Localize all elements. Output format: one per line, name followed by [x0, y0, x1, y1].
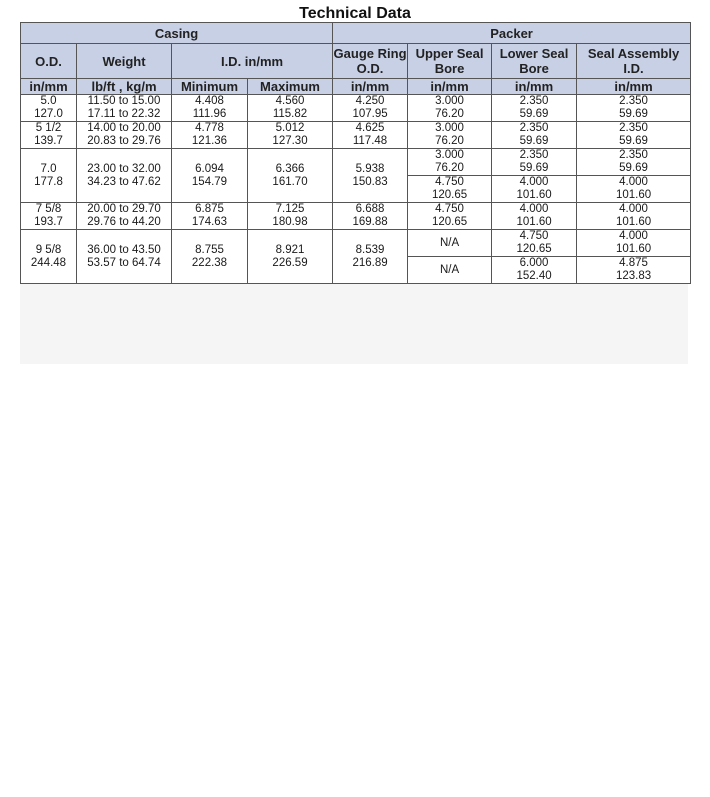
- cell-line: 7 5/8: [35, 203, 62, 215]
- upper-seal-bore-cell: [408, 203, 492, 230]
- cell-line: 169.88: [352, 216, 388, 228]
- cell-line: 180.98: [272, 216, 308, 228]
- gauge-ring-od-cell: [333, 230, 408, 284]
- cell-line: 127.30: [272, 135, 308, 147]
- lower-seal-bore-cell: [492, 176, 577, 203]
- header-line: Seal Assembly: [587, 46, 680, 61]
- cell-line: 34.23 to 47.62: [87, 175, 161, 188]
- cell-line: 4.560: [275, 95, 305, 107]
- id-minimum-header: Minimum: [172, 79, 248, 95]
- seal-assembly-id-cell: [577, 122, 691, 149]
- id-min-cell: [172, 230, 248, 284]
- upper-seal-bore-cell: [408, 230, 492, 257]
- od-cell: [21, 149, 77, 203]
- cell-line: 226.59: [272, 256, 308, 269]
- od-cell: [21, 122, 77, 149]
- cell-line: 20.83 to 29.76: [87, 135, 161, 147]
- cell-line: 193.7: [34, 216, 63, 228]
- cell-line: 174.63: [191, 216, 228, 228]
- od-cell: [21, 230, 77, 284]
- od-cell: [21, 203, 77, 230]
- header-line: Seal Bore: [434, 46, 484, 76]
- gauge-ring-od-cell: [333, 203, 408, 230]
- cell-line: 4.000: [519, 203, 549, 215]
- cell-line: 4.750: [435, 203, 464, 215]
- id-max-cell: [248, 122, 333, 149]
- cell-line: 4.000: [619, 230, 648, 242]
- seal-assembly-id-cell: [577, 149, 691, 176]
- cell-line: 4.875: [619, 257, 648, 269]
- cell-line: 216.89: [352, 256, 388, 269]
- gauge-ring-od-cell: [333, 122, 408, 149]
- cell-line: 101.60: [615, 243, 652, 255]
- cell-line: 59.69: [519, 162, 549, 174]
- id-max-cell: [248, 149, 333, 203]
- cell-line: 4.000: [619, 203, 648, 215]
- weight-cell: [77, 149, 172, 203]
- seal-assembly-id-cell: [577, 230, 691, 257]
- cell-line: 120.65: [516, 243, 552, 255]
- cell-line: 11.50 to 15.00: [87, 95, 161, 107]
- cell-line: 3.000: [435, 149, 464, 161]
- seal-assembly-id-cell: [577, 257, 691, 284]
- cell-line: 4.250: [355, 95, 385, 107]
- header-line: Upper: [415, 46, 454, 61]
- cell-line: 244.48: [30, 256, 67, 269]
- cell-line: 2.350: [619, 95, 648, 107]
- cell-line: 17.11 to 22.32: [87, 108, 161, 120]
- header-line: Ring O.D.: [356, 46, 407, 76]
- cell-line: 4.750: [435, 176, 464, 188]
- cell-line: 76.20: [435, 162, 464, 174]
- cell-line: 6.000: [519, 257, 549, 269]
- weight-cell: [77, 122, 172, 149]
- id-min-cell: [172, 95, 248, 122]
- lower-seal-bore-cell: [492, 203, 577, 230]
- cell-line: 2.350: [519, 95, 549, 107]
- weight-header: Weight: [77, 44, 172, 79]
- cell-line: 5.0: [40, 95, 57, 107]
- cell-line: 177.8: [34, 175, 63, 188]
- cell-line: 152.40: [516, 270, 552, 282]
- cell-line: 5 1/2: [35, 122, 62, 134]
- cell-line: 2.350: [519, 122, 549, 134]
- cell-line: 3.000: [435, 95, 464, 107]
- seal-assembly-id-cell: [577, 176, 691, 203]
- table-row: [21, 230, 691, 257]
- id-max-cell: [248, 203, 333, 230]
- od-cell: [21, 95, 77, 122]
- upper-seal-bore-cell: [408, 122, 492, 149]
- cell-line: 154.79: [191, 175, 228, 188]
- cell-line: 5.012: [275, 122, 305, 134]
- table-row: [21, 122, 691, 149]
- seal-assembly-id-cell: [577, 203, 691, 230]
- weight-unit: lb/ft , kg/m: [77, 79, 172, 95]
- id-header: I.D. in/mm: [172, 44, 333, 79]
- cell-line: 3.000: [435, 122, 464, 134]
- od-header: O.D.: [21, 44, 77, 79]
- gauge-unit: in/mm: [333, 79, 408, 95]
- cell-line: 139.7: [34, 135, 63, 147]
- cell-line: 127.0: [34, 108, 63, 120]
- cell-line: 7.125: [275, 203, 305, 215]
- gauge-ring-od-cell: [333, 95, 408, 122]
- header-line: I.D.: [623, 61, 644, 76]
- table-body: [21, 95, 691, 284]
- od-unit: in/mm: [21, 79, 77, 95]
- cell-line: 150.83: [352, 175, 388, 188]
- upper-seal-bore-cell: [408, 95, 492, 122]
- cell-line: 101.60: [516, 189, 552, 201]
- cell-line: 59.69: [619, 135, 648, 147]
- cell-line: 7.0: [40, 162, 57, 175]
- cell-line: 6.094: [195, 162, 224, 175]
- cell-line: 6.875: [195, 203, 224, 215]
- lower-unit: in/mm: [492, 79, 577, 95]
- id-max-cell: [248, 230, 333, 284]
- cell-line: 59.69: [519, 108, 549, 120]
- weight-cell: [77, 95, 172, 122]
- header-line: Seal Bore: [519, 46, 569, 76]
- cell-line: 6.366: [275, 162, 305, 175]
- cell-line: 2.350: [519, 149, 549, 161]
- casing-group-header: Casing: [21, 23, 333, 44]
- cell-line: 111.96: [192, 108, 227, 120]
- upper-unit: in/mm: [408, 79, 492, 95]
- cell-line: 14.00 to 20.00: [87, 122, 161, 134]
- lower-seal-bore-header: [492, 44, 577, 79]
- weight-cell: [77, 203, 172, 230]
- cell-line: 107.95: [352, 108, 388, 120]
- cell-line: 76.20: [435, 135, 464, 147]
- table-row: [21, 203, 691, 230]
- lower-seal-bore-cell: [492, 149, 577, 176]
- seal-unit: in/mm: [577, 79, 691, 95]
- cell-line: 5.938: [355, 162, 385, 175]
- cell-line: 4.000: [519, 176, 549, 188]
- column-header-row: [21, 44, 691, 79]
- cell-line: 4.408: [195, 95, 224, 107]
- cell-line: 8.539: [355, 243, 385, 256]
- cell-line: 4.778: [195, 122, 224, 134]
- cell-line: 121.36: [191, 135, 228, 147]
- cell-line: 4.625: [355, 122, 385, 134]
- technical-data-table: [20, 22, 691, 284]
- cell-line: 59.69: [619, 162, 648, 174]
- lower-seal-bore-cell: [492, 257, 577, 284]
- units-header-row: [21, 79, 691, 95]
- page-title: Technical Data: [299, 5, 411, 22]
- cell-line: 2.350: [619, 122, 648, 134]
- id-min-cell: [172, 203, 248, 230]
- cell-line: 4.750: [519, 230, 549, 242]
- cell-line: 76.20: [435, 108, 464, 120]
- cell-line: 20.00 to 29.70: [87, 203, 161, 215]
- cell-line: 29.76 to 44.20: [87, 216, 161, 228]
- cell-line: 120.65: [431, 216, 468, 228]
- cell-line: 59.69: [519, 135, 549, 147]
- cell-line: 120.65: [431, 189, 468, 201]
- cell-line: 115.82: [272, 108, 308, 120]
- header-line: Lower: [499, 46, 538, 61]
- cell-line: 53.57 to 64.74: [87, 256, 161, 269]
- gauge-ring-od-cell: [333, 149, 408, 203]
- cell-line: 222.38: [191, 256, 228, 269]
- cell-line: 8.921: [275, 243, 305, 256]
- cell-line: 117.48: [352, 135, 388, 147]
- header-line: Gauge: [333, 46, 374, 61]
- cell-line: 2.350: [619, 149, 648, 161]
- cell-line: 36.00 to 43.50: [87, 243, 161, 256]
- cell-line: 101.60: [615, 189, 652, 201]
- cell-line: 101.60: [615, 216, 652, 228]
- upper-seal-bore-cell: [408, 149, 492, 176]
- lower-seal-bore-cell: [492, 230, 577, 257]
- cell-line: 23.00 to 32.00: [87, 162, 161, 175]
- lower-seal-bore-cell: [492, 122, 577, 149]
- cell-line: 8.755: [195, 243, 224, 256]
- packer-group-header: Packer: [333, 23, 691, 44]
- cell-line: 161.70: [272, 175, 308, 188]
- upper-seal-bore-cell: [408, 257, 492, 284]
- id-min-cell: [172, 122, 248, 149]
- cell-line: 123.83: [615, 270, 652, 282]
- cell-line: 101.60: [516, 216, 552, 228]
- gauge-ring-od-header: [333, 44, 408, 79]
- seal-assembly-id-cell: [577, 95, 691, 122]
- table-row: [21, 149, 691, 176]
- cell-line: N/A: [439, 236, 460, 249]
- id-max-cell: [248, 95, 333, 122]
- cell-line: 6.688: [355, 203, 385, 215]
- upper-seal-bore-cell: [408, 176, 492, 203]
- cell-line: N/A: [439, 263, 460, 276]
- upper-seal-bore-header: [408, 44, 492, 79]
- group-header-row: [21, 23, 691, 44]
- id-min-cell: [172, 149, 248, 203]
- cell-line: 4.000: [619, 176, 648, 188]
- cell-line: 9 5/8: [35, 243, 62, 256]
- seal-assembly-id-header: [577, 44, 691, 79]
- weight-cell: [77, 230, 172, 284]
- table-row: [21, 95, 691, 122]
- lower-seal-bore-cell: [492, 95, 577, 122]
- cell-line: 59.69: [619, 108, 648, 120]
- id-maximum-header: Maximum: [248, 79, 333, 95]
